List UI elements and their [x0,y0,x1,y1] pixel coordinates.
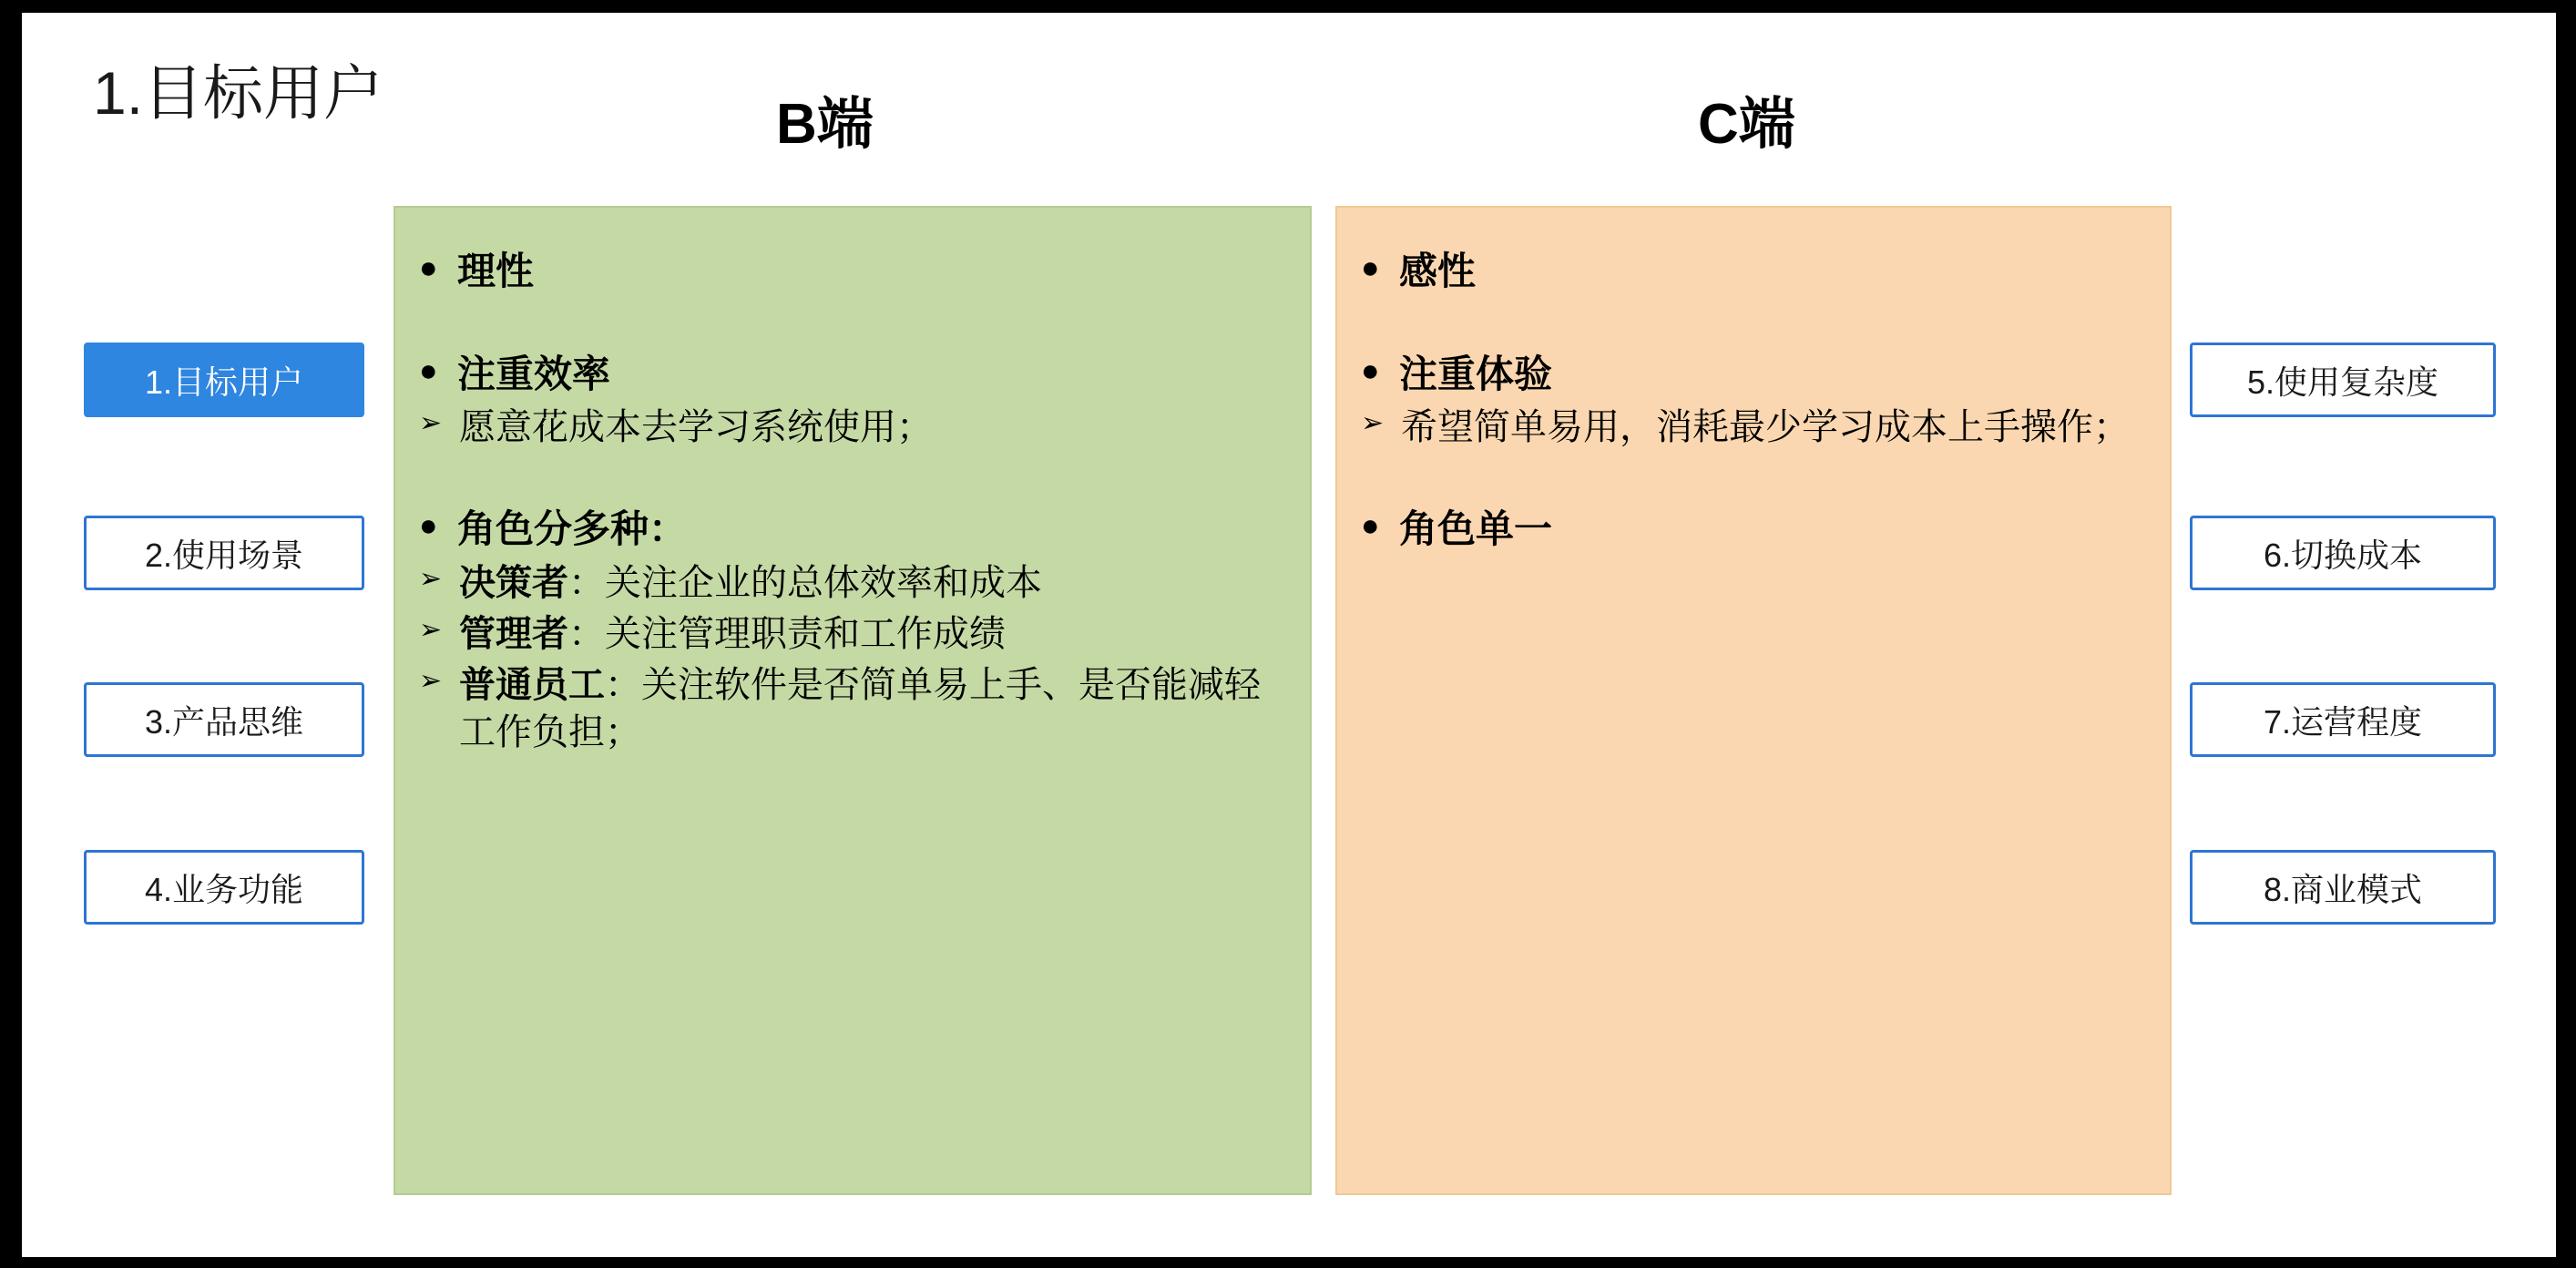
bullet-dot-icon: ● [419,508,438,543]
b-bullet-2-sub-1 [419,404,1286,451]
b-bullet-3-sub-2-text [459,610,1286,658]
b-bullet-1 [419,248,1286,296]
c-bullet-3 [1361,506,2146,554]
panel-b-side [394,206,1312,1195]
b-bullet-3-sub-2 [419,610,1286,658]
nav-item-7[interactable] [2190,682,2496,757]
b-bullet-3-sub-2-detail: ：关注管理职责和工作成绩 [568,613,1006,654]
page-title: 1.目标用户 [93,59,384,127]
bullet-dot-icon: ● [1361,251,1380,285]
nav-item-5[interactable] [2190,343,2496,417]
spacer [419,320,1286,351]
b-bullet-group-1 [419,248,1286,296]
bullet-arrow-icon: ➢ [419,665,443,696]
nav-item-3[interactable] [84,682,364,757]
b-bullet-2-label: 注重效率 [457,352,611,395]
b-bullet-3 [419,506,1286,554]
c-bullet-group-1 [1361,248,2146,296]
nav-item-8-label: 8.商业模式 [2263,870,2423,908]
bullet-arrow-icon: ➢ [419,408,443,438]
b-bullet-3-sub-1-text [459,559,1286,607]
column-header-c: C端 [1698,93,1795,156]
b-bullet-3-sub-1-role: 决策者 [459,562,568,603]
c-bullet-2 [1361,351,2146,399]
b-bullet-3-sub-3-role: 普通员工 [459,664,605,705]
c-bullet-2-sub-1 [1361,404,2146,451]
spacer [419,475,1286,506]
column-header-b: B端 [776,93,874,156]
c-bullet-group-3 [1361,506,2146,554]
b-bullet-3-sub-1-detail: ：关注企业的总体效率和成本 [568,562,1042,603]
spacer [1361,320,2146,351]
bullet-arrow-icon: ➢ [419,563,443,594]
nav-item-5-label: 5.使用复杂度 [2246,363,2439,401]
nav-item-3-label: 3.产品思维 [144,702,304,741]
b-bullet-3-sub-1 [419,559,1286,607]
nav-item-8[interactable] [2190,850,2496,925]
c-bullet-2-sub-1-label: 希望简单易用，消耗最少学习成本上手操作； [1401,407,2130,447]
b-bullet-group-3 [419,506,1286,756]
nav-item-7-label: 7.运营程度 [2263,702,2423,741]
b-bullet-group-2 [419,351,1286,452]
b-bullet-2 [419,351,1286,399]
b-bullet-3-sub-3-detail: ：关注软件是否简单易上手、是否能减轻工作负担； [459,664,1261,752]
bullet-dot-icon: ● [419,353,438,388]
b-bullet-1-label: 理性 [457,250,535,292]
nav-item-4[interactable] [84,850,364,925]
c-bullet-1 [1361,248,2146,296]
bullet-dot-icon: ● [1361,508,1380,543]
b-bullet-3-sub-2-role: 管理者 [459,613,568,654]
nav-item-2[interactable] [84,516,364,590]
c-bullet-1-label: 感性 [1399,250,1477,292]
panel-c-side [1335,206,2172,1195]
spacer [1361,475,2146,506]
c-bullet-2-label: 注重体验 [1399,352,1553,395]
bullet-arrow-icon: ➢ [1361,408,1385,438]
b-bullet-3-sub-3 [419,661,1286,756]
b-bullet-3-label: 角色分多种： [457,507,688,550]
slide-canvas [22,13,2556,1257]
bullet-arrow-icon: ➢ [419,614,443,645]
nav-item-1[interactable] [84,343,364,417]
nav-item-6[interactable] [2190,516,2496,590]
nav-item-6-label: 6.切换成本 [2263,536,2423,574]
bullet-dot-icon: ● [1361,353,1380,388]
c-bullet-3-label: 角色单一 [1399,507,1553,550]
b-bullet-2-sub-1-label: 愿意花成本去学习系统使用； [459,407,933,447]
nav-item-1-label: 1.目标用户 [144,363,304,401]
bullet-dot-icon: ● [419,251,438,285]
b-bullet-3-sub-3-text [459,661,1286,756]
nav-item-4-label: 4.业务功能 [144,870,304,908]
nav-item-2-label: 2.使用场景 [144,536,304,574]
c-bullet-group-2 [1361,351,2146,452]
